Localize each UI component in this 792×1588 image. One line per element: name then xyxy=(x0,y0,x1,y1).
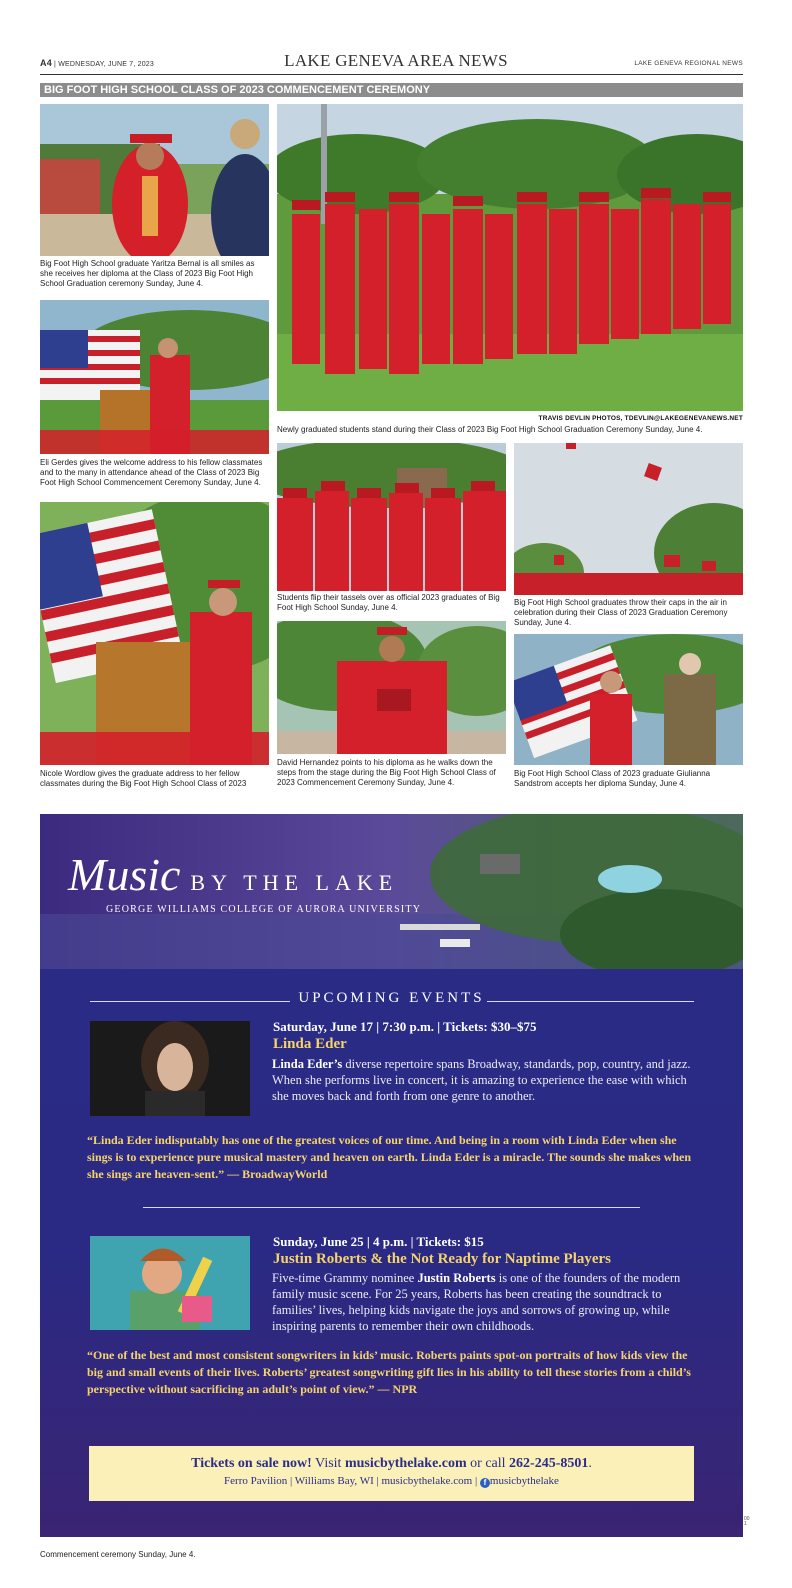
event2-desc-pre: Five-time Grammy nominee xyxy=(272,1271,418,1285)
tickets-or-call: or call xyxy=(466,1456,510,1471)
venue-text: Ferro Pavilion | Williams Bay, WI | musicbythelake.com | xyxy=(224,1475,480,1487)
ad-code: 00 1 xyxy=(744,1516,750,1527)
photo-gerdes xyxy=(40,300,269,454)
event2-name: Justin Roberts & the Not Ready for Naptime Players xyxy=(273,1251,612,1267)
event1-description xyxy=(272,1056,700,1104)
continued-caption: Commencement ceremony Sunday, June 4. xyxy=(40,1550,196,1559)
photo-tassels xyxy=(277,443,506,591)
page-folio: A4 | WEDNESDAY, JUNE 7, 2023 xyxy=(40,58,154,68)
logo-script: Music xyxy=(68,849,181,900)
event2-desc-bold: Justin Roberts xyxy=(417,1271,496,1285)
event1-name: Linda Eder xyxy=(273,1036,347,1052)
caption-gerdes: Eli Gerdes gives the welcome address to his fellow classmates and to the many in attendance ahead of the Class of 2023 Big Foot High School Commencement Ceremony Sunday, June 4. xyxy=(40,458,263,488)
linda-eder-photo xyxy=(90,1021,250,1116)
event1-quote: “Linda Eder indisputably has one of the greatest voices of our time. And being in a room with Linda Eder when she sings is to experience pure musical mastery and heaven on earth. Linda Eder is a miracle. The sounds she makes when she sings are heaven-sent.” — BroadwayWorld xyxy=(87,1133,692,1181)
event1-date: Saturday, June 17 | 7:30 p.m. | Tickets: $30–$75 xyxy=(273,1019,537,1034)
logo-rest: BY THE LAKE xyxy=(190,870,399,895)
event-divider xyxy=(143,1207,640,1208)
photo-wordlow xyxy=(40,502,269,765)
masthead: LAKE GENEVA AREA NEWS xyxy=(284,51,508,70)
tickets-lead: Tickets on sale now! xyxy=(191,1456,312,1471)
venue-line xyxy=(89,1475,694,1488)
tickets-line xyxy=(89,1456,694,1472)
justin-roberts-photo xyxy=(90,1236,250,1330)
ad-logo xyxy=(68,848,398,901)
tickets-visit: Visit xyxy=(311,1456,345,1471)
tickets-website-link[interactable]: musicbythelake.com xyxy=(344,1456,467,1471)
caption-graduates-standing: Newly graduated students stand during their Class of 2023 Big Foot High School Graduation Ceremony Sunday, June 4. xyxy=(277,425,703,434)
caption-tassels: Students flip their tassels over as official 2023 graduates of Big Foot High School Sunday, June 4. xyxy=(277,593,500,613)
caption-wordlow: Nicole Wordlow gives the graduate address to her fellow classmates during the Big Foot High School Class of 2023 xyxy=(40,769,247,789)
event1-desc-bold: Linda Eder’s xyxy=(272,1057,343,1071)
section-title: BIG FOOT HIGH SCHOOL CLASS OF 2023 COMMENCEMENT CEREMONY xyxy=(40,83,743,97)
social-handle[interactable]: musicbythelake xyxy=(489,1475,559,1487)
event2-quote: “One of the best and most consistent songwriters in kids’ music. Roberts paints spot-on portraits of how kids view the big and small events of their lives. Roberts’ greatest songwriting gift lies in his ability to tell these stories from a child’s perspective without sacrificing an adult’s point of view.” — NPR xyxy=(87,1348,691,1396)
event2-description xyxy=(272,1270,700,1334)
facebook-icon: f xyxy=(480,1478,490,1488)
section-label: LAKE GENEVA REGIONAL NEWS xyxy=(634,60,743,67)
caption-caps-thrown: Big Foot High School graduates throw their caps in the air in celebration during their Class of 2023 Graduation Ceremony Sunday, June 4. xyxy=(514,598,728,628)
photo-hernandez xyxy=(277,621,506,754)
tickets-phone[interactable]: 262-245-8501 xyxy=(509,1456,589,1471)
photo-sandstrom xyxy=(514,634,743,765)
tickets-period: . xyxy=(588,1456,592,1471)
event2-desc-text: is one of the founders of the modern family music scene. For 25 years, Roberts has been creating the soundtrack to families’ lives, helping kids navigate the joys and sorrows of growing up, while inspiring parents to remember their own childhoods. xyxy=(272,1271,681,1333)
caption-hernandez: David Hernandez points to his diploma as he walks down the steps from the stage during the Big Foot High School Class of 2023 Commencement Ceremony Sunday, June 4. xyxy=(277,758,496,788)
ad-subtitle: GEORGE WILLIAMS COLLEGE OF AURORA UNIVERSITY xyxy=(106,904,422,915)
photo-caps-thrown xyxy=(514,443,743,595)
event2-date: Sunday, June 25 | 4 p.m. | Tickets: $15 xyxy=(273,1234,484,1249)
event1-desc-text: diverse repertoire spans Broadway, standards, pop, country, and jazz. When she performs live in concert, it is amazing to experience the ease with which she moves back and forth from one genre to another. xyxy=(272,1057,691,1103)
header-divider xyxy=(40,74,743,75)
caption-bernal: Big Foot High School graduate Yaritza Bernal is all smiles as she receives her diploma at the Class of 2023 Big Foot High School Graduation ceremony Sunday, June 4. xyxy=(40,259,255,289)
photo-bernal xyxy=(40,104,269,256)
photo-graduates-standing xyxy=(277,104,743,411)
photo-credit: TRAVIS DEVLIN PHOTOS, TDEVLIN@LAKEGENEVANEWS.NET xyxy=(538,415,743,422)
upcoming-events-heading: UPCOMING EVENTS xyxy=(298,990,485,1006)
music-by-the-lake-ad xyxy=(40,814,743,1537)
tickets-box xyxy=(89,1446,694,1501)
issue-date: WEDNESDAY, JUNE 7, 2023 xyxy=(58,61,154,68)
caption-sandstrom: Big Foot High School Class of 2023 graduate Giulianna Sandstrom accepts her diploma Sunday, June 4. xyxy=(514,769,711,789)
page-number: A4 xyxy=(40,58,52,68)
